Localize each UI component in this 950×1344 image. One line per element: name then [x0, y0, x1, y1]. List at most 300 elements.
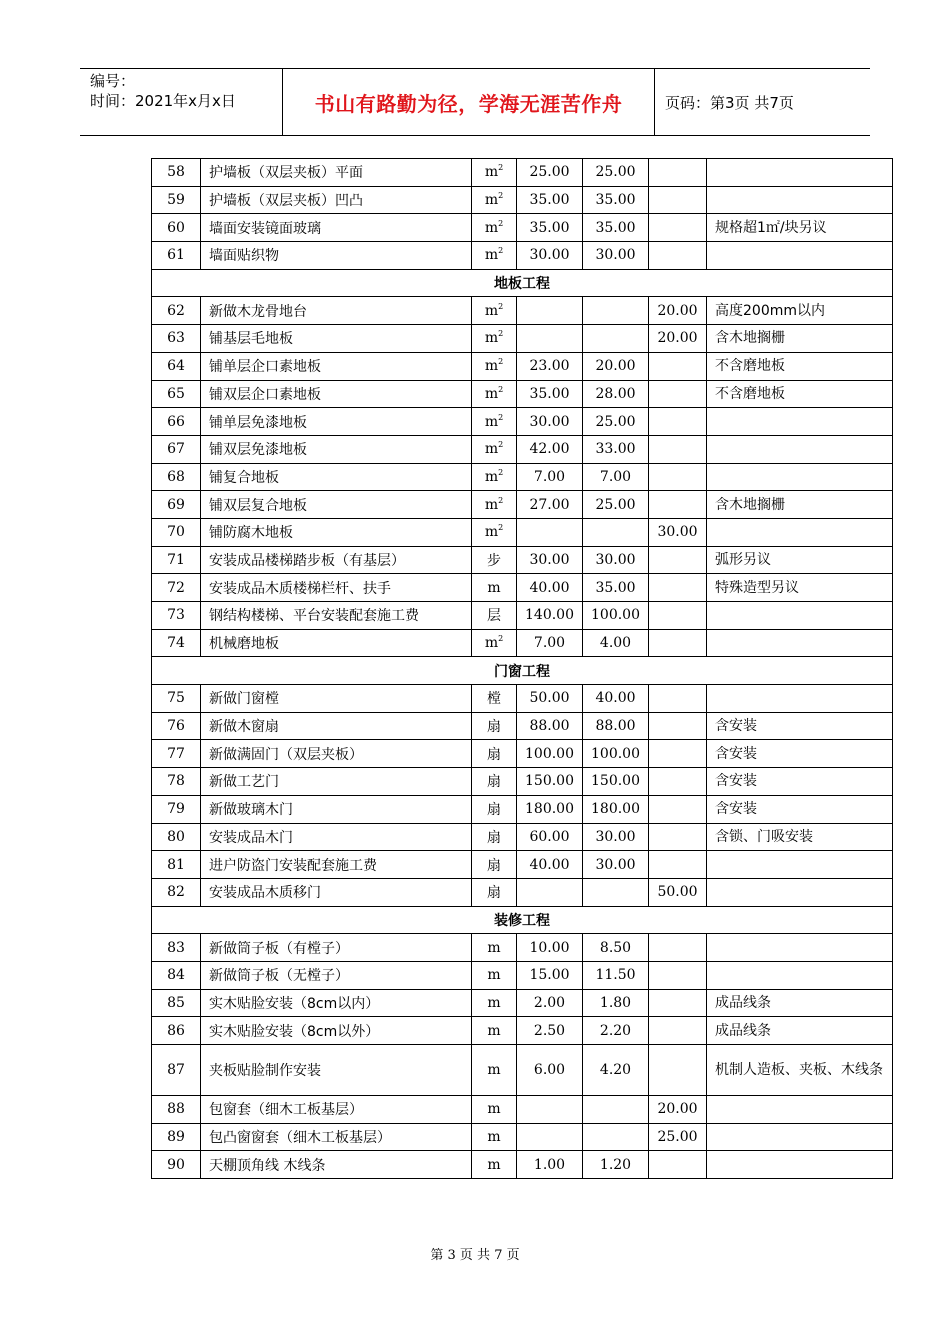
item-price-3: [649, 685, 707, 713]
item-unit: [472, 352, 517, 380]
item-number: 58: [152, 159, 201, 187]
unit-symbol: m: [484, 413, 499, 430]
item-price-1: 35.00: [517, 380, 583, 408]
item-note: 成品线条: [707, 1017, 893, 1045]
item-name: 机械磨地板: [201, 629, 472, 657]
item-name: 新做木窗扇: [201, 712, 472, 740]
item-price-1: 30.00: [517, 546, 583, 574]
item-name: 安装成品木质移门: [201, 878, 472, 906]
item-name: 铺双层企口素地板: [201, 380, 472, 408]
table-row: [152, 574, 893, 602]
item-number: 75: [152, 685, 201, 713]
item-note: [707, 186, 893, 214]
table-row: [152, 878, 893, 906]
item-note: 不含磨地板: [707, 352, 893, 380]
item-price-3: [649, 768, 707, 796]
item-price-1: 35.00: [517, 186, 583, 214]
table-row: [152, 961, 893, 989]
unit-symbol: 扇: [487, 885, 501, 902]
item-number: 72: [152, 574, 201, 602]
unit-symbol: 扇: [487, 719, 501, 736]
item-price-2: 25.00: [583, 408, 649, 436]
item-unit: [472, 1123, 517, 1151]
unit-symbol: m: [484, 496, 499, 513]
unit-symbol: m: [484, 302, 499, 319]
item-note: [707, 629, 893, 657]
item-note: [707, 851, 893, 879]
item-name: 新做工艺门: [201, 768, 472, 796]
item-name: 安装成品木质楼梯栏杆、扶手: [201, 574, 472, 602]
item-price-2: 35.00: [583, 574, 649, 602]
item-name: 新做木龙骨地台: [201, 297, 472, 325]
item-number: 60: [152, 214, 201, 242]
item-price-1: 15.00: [517, 961, 583, 989]
item-number: 70: [152, 518, 201, 546]
item-price-3: [649, 380, 707, 408]
item-price-3: [649, 1045, 707, 1096]
unit-symbol: m: [484, 468, 499, 485]
item-price-2: 25.00: [583, 491, 649, 519]
item-unit: [472, 878, 517, 906]
item-unit: [472, 989, 517, 1017]
unit-symbol: m: [487, 967, 501, 984]
item-note: 规格超1㎡/块另议: [707, 214, 893, 242]
item-price-1: 7.00: [517, 629, 583, 657]
item-name: 铺单层企口素地板: [201, 352, 472, 380]
table-row: [152, 934, 893, 962]
item-price-1: 30.00: [517, 242, 583, 270]
item-note: [707, 518, 893, 546]
item-note: [707, 602, 893, 630]
item-price-3: [649, 1017, 707, 1045]
item-price-3: [649, 740, 707, 768]
item-price-1: 88.00: [517, 712, 583, 740]
item-name: 铺双层复合地板: [201, 491, 472, 519]
item-price-2: [583, 325, 649, 353]
item-name: 进户防盗门安装配套施工费: [201, 851, 472, 879]
item-number: 62: [152, 297, 201, 325]
item-number: 74: [152, 629, 201, 657]
item-price-2: [583, 297, 649, 325]
item-note: [707, 1096, 893, 1124]
item-unit: [472, 186, 517, 214]
item-price-3: 30.00: [649, 518, 707, 546]
item-unit: [472, 214, 517, 242]
item-price-3: [649, 961, 707, 989]
table-row: [152, 1123, 893, 1151]
item-unit: [472, 1017, 517, 1045]
unit-exponent: 2: [498, 467, 504, 477]
item-price-1: 2.50: [517, 1017, 583, 1045]
unit-symbol: m: [487, 579, 501, 596]
item-unit: [472, 740, 517, 768]
item-name: 包窗套（细木工板基层）: [201, 1096, 472, 1124]
table-row: [152, 435, 893, 463]
table-row: [152, 1096, 893, 1124]
item-price-1: 10.00: [517, 934, 583, 962]
unit-symbol: 层: [487, 608, 501, 625]
table-row: [152, 297, 893, 325]
header-meta: [80, 69, 283, 135]
item-name: 铺防腐木地板: [201, 518, 472, 546]
item-name: 新做玻璃木门: [201, 795, 472, 823]
item-unit: [472, 1151, 517, 1179]
item-name: 墙面安装镜面玻璃: [201, 214, 472, 242]
item-price-1: 35.00: [517, 214, 583, 242]
item-price-2: 25.00: [583, 159, 649, 187]
table-row: [152, 214, 893, 242]
unit-symbol: m: [487, 1129, 501, 1146]
item-note: 含安装: [707, 740, 893, 768]
item-note: 含安装: [707, 795, 893, 823]
item-price-1: 6.00: [517, 1045, 583, 1096]
item-price-3: 25.00: [649, 1123, 707, 1151]
item-number: 63: [152, 325, 201, 353]
item-number: 67: [152, 435, 201, 463]
unit-symbol: m: [487, 1156, 501, 1173]
item-unit: [472, 297, 517, 325]
item-unit: [472, 685, 517, 713]
item-price-2: 4.20: [583, 1045, 649, 1096]
item-name: 钢结构楼梯、平台安装配套施工费: [201, 602, 472, 630]
table-row: [152, 1017, 893, 1045]
item-price-2: 2.20: [583, 1017, 649, 1045]
item-number: 80: [152, 823, 201, 851]
unit-symbol: m: [484, 164, 499, 181]
item-price-1: 30.00: [517, 408, 583, 436]
item-number: 65: [152, 380, 201, 408]
page-text: 第3页 共7页: [710, 93, 794, 112]
unit-exponent: 2: [498, 384, 504, 394]
item-name: 夹板贴脸制作安装: [201, 1045, 472, 1096]
unit-exponent: 2: [498, 412, 504, 422]
item-name: 墙面贴织物: [201, 242, 472, 270]
item-number: 73: [152, 602, 201, 630]
item-price-3: [649, 186, 707, 214]
item-price-1: [517, 325, 583, 353]
unit-symbol: 扇: [487, 746, 501, 763]
item-price-3: 20.00: [649, 297, 707, 325]
item-price-3: [649, 934, 707, 962]
item-price-3: [649, 159, 707, 187]
unit-symbol: m: [484, 441, 499, 458]
item-note: [707, 242, 893, 270]
unit-symbol: m: [487, 1022, 501, 1039]
table-row: [152, 712, 893, 740]
item-price-3: [649, 629, 707, 657]
unit-exponent: 2: [498, 246, 504, 256]
item-price-2: 4.00: [583, 629, 649, 657]
table-row: [152, 518, 893, 546]
unit-symbol: 扇: [487, 802, 501, 819]
item-name: 实木贴脸安装（8cm以内）: [201, 989, 472, 1017]
item-note: [707, 408, 893, 436]
item-name: 铺复合地板: [201, 463, 472, 491]
section-row: [152, 906, 893, 934]
unit-exponent: 2: [498, 495, 504, 505]
item-number: 81: [152, 851, 201, 879]
item-price-2: 35.00: [583, 186, 649, 214]
item-name: 护墙板（双层夹板）凹凸: [201, 186, 472, 214]
item-number: 71: [152, 546, 201, 574]
table-row: [152, 685, 893, 713]
table-row: [152, 989, 893, 1017]
item-number: 89: [152, 1123, 201, 1151]
item-price-1: 1.00: [517, 1151, 583, 1179]
item-price-3: [649, 795, 707, 823]
table-row: [152, 823, 893, 851]
unit-symbol: 扇: [487, 829, 501, 846]
item-unit: [472, 380, 517, 408]
item-unit: [472, 491, 517, 519]
item-unit: [472, 325, 517, 353]
item-unit: [472, 823, 517, 851]
item-number: 83: [152, 934, 201, 962]
item-price-2: 88.00: [583, 712, 649, 740]
item-note: 特殊造型另议: [707, 574, 893, 602]
unit-symbol: m: [484, 358, 499, 375]
unit-symbol: 步: [487, 552, 501, 569]
item-price-2: 30.00: [583, 851, 649, 879]
item-price-2: [583, 1096, 649, 1124]
item-price-2: [583, 518, 649, 546]
unit-symbol: 扇: [487, 857, 501, 874]
item-number: 90: [152, 1151, 201, 1179]
unit-symbol: m: [487, 1062, 501, 1078]
item-price-2: 7.00: [583, 463, 649, 491]
item-name: 安装成品木门: [201, 823, 472, 851]
item-price-2: 30.00: [583, 823, 649, 851]
table-row: [152, 159, 893, 187]
table-row: [152, 491, 893, 519]
item-price-1: 42.00: [517, 435, 583, 463]
item-price-1: 27.00: [517, 491, 583, 519]
section-title: 地板工程: [152, 269, 893, 297]
item-unit: [472, 159, 517, 187]
table-row: [152, 602, 893, 630]
item-name: 新做筒子板（有樘子）: [201, 934, 472, 962]
item-price-1: [517, 1123, 583, 1151]
item-price-1: 100.00: [517, 740, 583, 768]
item-number: 88: [152, 1096, 201, 1124]
table-row: [152, 768, 893, 796]
item-price-3: [649, 214, 707, 242]
time-label: 时间：2021年x月x日: [90, 92, 236, 110]
table-row: [152, 408, 893, 436]
item-price-3: [649, 712, 707, 740]
item-price-3: [649, 574, 707, 602]
table-row: [152, 795, 893, 823]
item-price-2: 100.00: [583, 740, 649, 768]
unit-symbol: m: [484, 330, 499, 347]
item-price-2: 20.00: [583, 352, 649, 380]
item-number: 87: [152, 1045, 201, 1096]
item-price-1: [517, 297, 583, 325]
unit-symbol: m: [487, 939, 501, 956]
item-unit: [472, 408, 517, 436]
page-label: 页码：: [665, 93, 711, 112]
table-row: [152, 325, 893, 353]
item-note: [707, 1123, 893, 1151]
item-price-3: [649, 463, 707, 491]
unit-symbol: m: [484, 385, 499, 402]
unit-symbol: m: [484, 219, 499, 236]
item-note: 含锁、门吸安装: [707, 823, 893, 851]
unit-exponent: 2: [498, 163, 504, 173]
item-price-3: [649, 352, 707, 380]
item-number: 59: [152, 186, 201, 214]
item-price-3: [649, 408, 707, 436]
table-row: [152, 463, 893, 491]
item-note: 高度200mm以内: [707, 297, 893, 325]
item-number: 66: [152, 408, 201, 436]
table-row: [152, 629, 893, 657]
item-unit: [472, 768, 517, 796]
item-name: 铺双层免漆地板: [201, 435, 472, 463]
section-row: [152, 657, 893, 685]
item-unit: [472, 602, 517, 630]
item-price-3: [649, 491, 707, 519]
unit-exponent: 2: [498, 634, 504, 644]
item-price-2: 40.00: [583, 685, 649, 713]
unit-exponent: 2: [498, 523, 504, 533]
item-name: 新做筒子板（无樘子）: [201, 961, 472, 989]
item-name: 实木贴脸安装（8cm以外）: [201, 1017, 472, 1045]
header-motto: 书山有路勤为径，学海无涯苦作舟: [283, 69, 655, 135]
item-price-2: [583, 878, 649, 906]
item-number: 69: [152, 491, 201, 519]
item-number: 82: [152, 878, 201, 906]
item-unit: [472, 574, 517, 602]
unit-symbol: m: [487, 1101, 501, 1118]
item-note: [707, 878, 893, 906]
item-price-2: 30.00: [583, 546, 649, 574]
table-row: [152, 546, 893, 574]
table-row: [152, 186, 893, 214]
item-price-1: [517, 1096, 583, 1124]
unit-symbol: m: [484, 524, 499, 541]
item-price-1: 50.00: [517, 685, 583, 713]
item-unit: [472, 1096, 517, 1124]
item-name: 新做门窗樘: [201, 685, 472, 713]
item-price-2: 1.20: [583, 1151, 649, 1179]
item-unit: [472, 629, 517, 657]
unit-symbol: m: [484, 635, 499, 652]
item-unit: [472, 795, 517, 823]
item-price-1: 40.00: [517, 574, 583, 602]
item-price-3: [649, 242, 707, 270]
item-unit: [472, 1045, 517, 1096]
price-table-body: [152, 159, 893, 1179]
item-price-3: [649, 989, 707, 1017]
unit-symbol: 扇: [487, 774, 501, 791]
unit-exponent: 2: [498, 357, 504, 367]
item-price-3: [649, 823, 707, 851]
item-unit: [472, 518, 517, 546]
item-unit: [472, 851, 517, 879]
item-note: 成品线条: [707, 989, 893, 1017]
unit-exponent: 2: [498, 329, 504, 339]
item-price-2: 1.80: [583, 989, 649, 1017]
unit-symbol: m: [484, 192, 499, 209]
page-header: [80, 68, 870, 136]
unit-symbol: 樘: [487, 691, 501, 708]
unit-exponent: 2: [498, 191, 504, 201]
item-unit: [472, 242, 517, 270]
item-price-1: 23.00: [517, 352, 583, 380]
item-price-2: 30.00: [583, 242, 649, 270]
item-price-3: 20.00: [649, 325, 707, 353]
item-note: [707, 159, 893, 187]
item-price-2: 35.00: [583, 214, 649, 242]
item-price-3: [649, 602, 707, 630]
item-price-1: 180.00: [517, 795, 583, 823]
item-price-1: 150.00: [517, 768, 583, 796]
item-name: 包凸窗窗套（细木工板基层）: [201, 1123, 472, 1151]
unit-symbol: m: [484, 247, 499, 264]
table-row: [152, 1151, 893, 1179]
item-name: 安装成品楼梯踏步板（有基层）: [201, 546, 472, 574]
item-number: 86: [152, 1017, 201, 1045]
unit-symbol: m: [487, 994, 501, 1011]
header-page-info: [655, 69, 870, 135]
item-name: 护墙板（双层夹板）平面: [201, 159, 472, 187]
table-row: [152, 1045, 893, 1096]
item-price-3: [649, 851, 707, 879]
item-note: 含木地搁栅: [707, 491, 893, 519]
table-row: [152, 851, 893, 879]
item-price-1: 40.00: [517, 851, 583, 879]
section-row: [152, 269, 893, 297]
item-note: [707, 961, 893, 989]
item-note: [707, 463, 893, 491]
table-row: [152, 242, 893, 270]
item-name: 铺单层免漆地板: [201, 408, 472, 436]
item-price-2: [583, 1123, 649, 1151]
item-number: 79: [152, 795, 201, 823]
item-price-3: 50.00: [649, 878, 707, 906]
item-price-1: 140.00: [517, 602, 583, 630]
item-price-3: [649, 1151, 707, 1179]
item-price-3: [649, 435, 707, 463]
item-number: 78: [152, 768, 201, 796]
item-price-2: 33.00: [583, 435, 649, 463]
item-number: 77: [152, 740, 201, 768]
item-note: [707, 435, 893, 463]
item-number: 68: [152, 463, 201, 491]
item-price-1: [517, 518, 583, 546]
item-note: [707, 685, 893, 713]
item-unit: [472, 961, 517, 989]
item-number: 76: [152, 712, 201, 740]
item-name: 新做满固门（双层夹板）: [201, 740, 472, 768]
item-unit: [472, 712, 517, 740]
unit-exponent: 2: [498, 440, 504, 450]
page-footer: 第 3 页 共 7 页: [430, 1248, 520, 1263]
item-note: [707, 934, 893, 962]
item-number: 84: [152, 961, 201, 989]
item-note: 不含磨地板: [707, 380, 893, 408]
item-price-2: 100.00: [583, 602, 649, 630]
unit-exponent: 2: [498, 301, 504, 311]
item-note: 弧形另议: [707, 546, 893, 574]
item-note: 含安装: [707, 712, 893, 740]
item-note: 机制人造板、夹板、木线条: [707, 1045, 893, 1096]
item-note: 含木地搁栅: [707, 325, 893, 353]
section-title: 装修工程: [152, 906, 893, 934]
price-table: [151, 158, 893, 1179]
item-note: [707, 1151, 893, 1179]
